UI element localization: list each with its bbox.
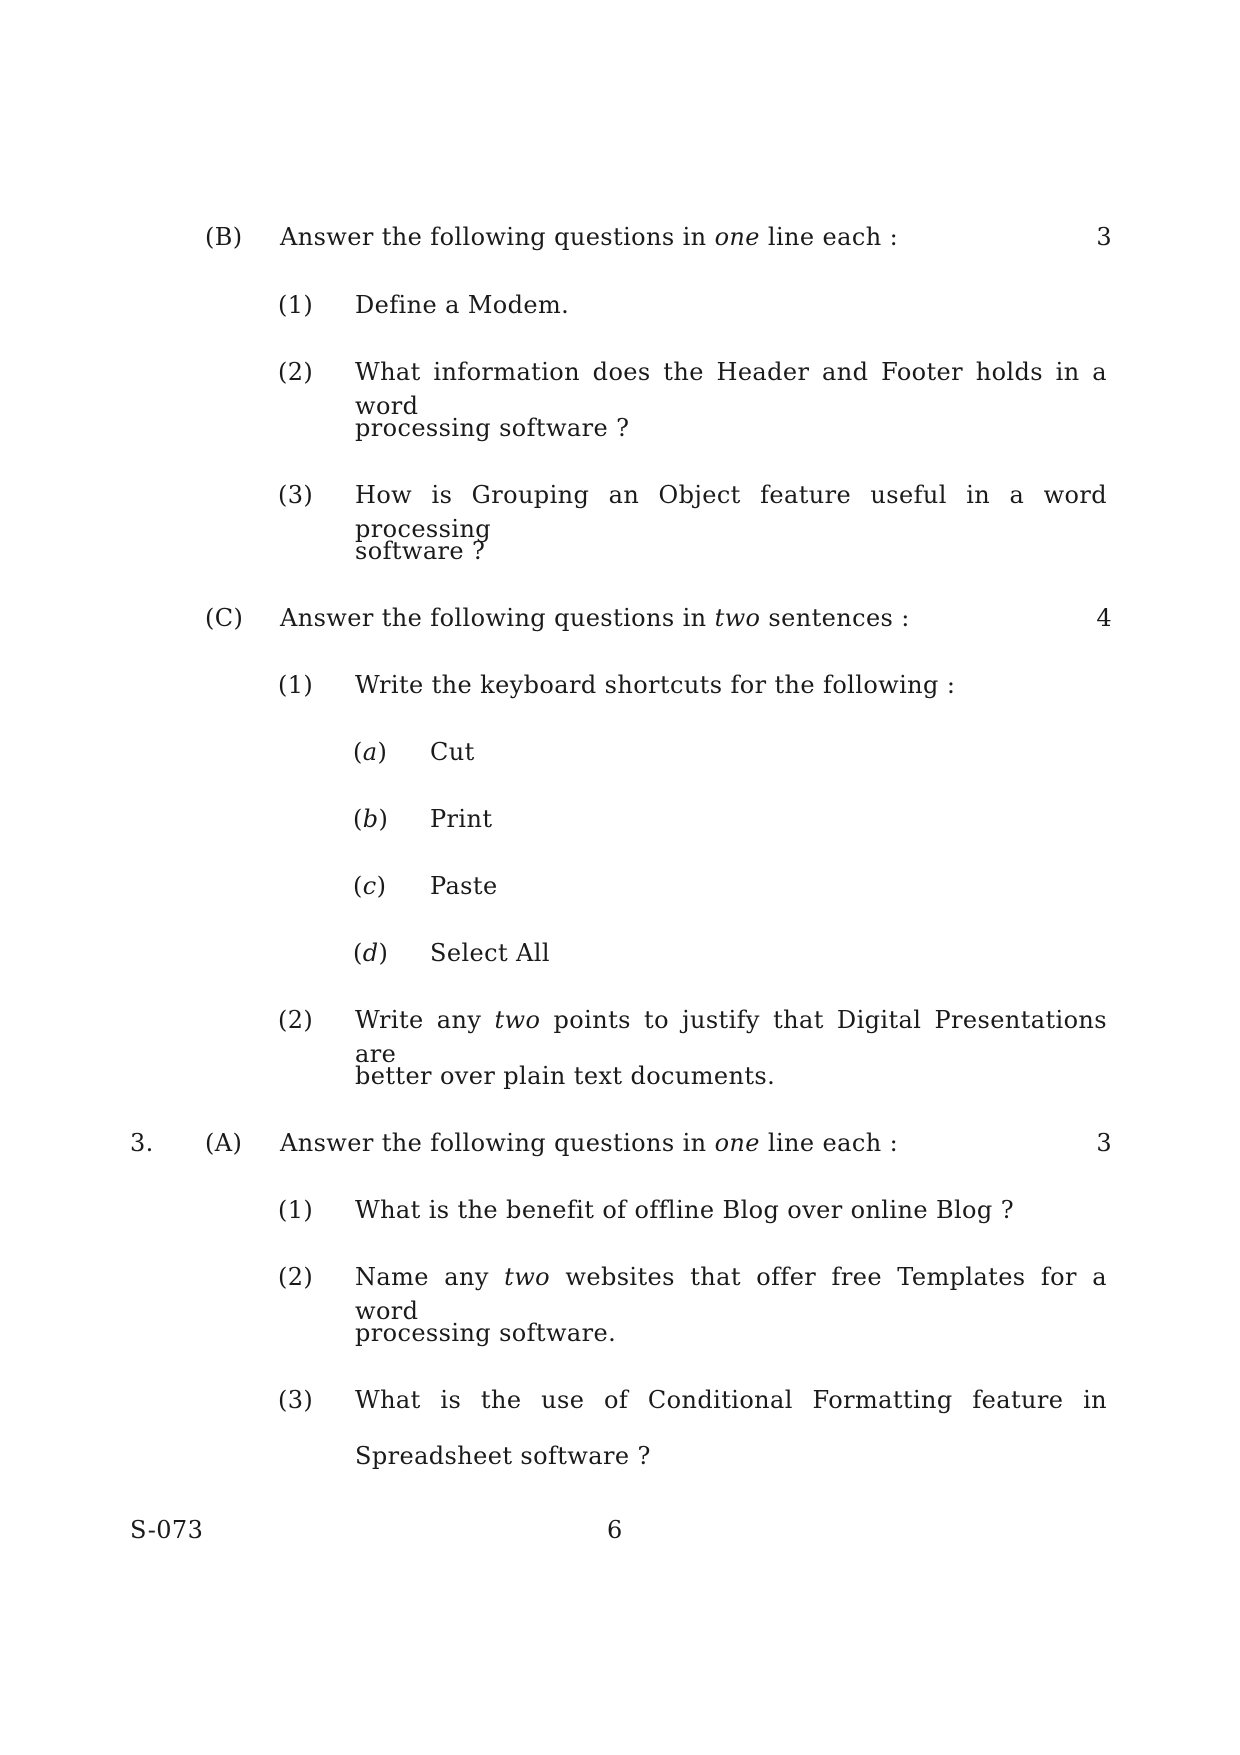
section-a-marks: 3 [1096,1129,1112,1157]
instruction-text: Answer the following questions in [280,604,715,632]
question-text-continued: Spreadsheet software ? [355,1442,651,1470]
question-number: (2) [278,1263,314,1291]
question-emphasis: two [494,1006,541,1034]
sub-item-letter: c [362,872,377,900]
question-fragment: websites that offer free Templates for a word [355,1263,1107,1325]
instruction-text: Answer the following questions in [280,1129,715,1157]
question-text: What is the benefit of offline Blog over online Blog ? [355,1196,1014,1224]
instruction-emphasis: two [714,604,761,632]
question-fragment: Name any [355,1263,505,1291]
sub-item-text: Print [430,805,493,833]
instruction-emphasis: one [714,223,760,251]
section-b-label: (B) [205,223,243,251]
question-text-continued: processing software. [355,1319,617,1347]
question-emphasis: two [504,1263,551,1291]
instruction-text: line each : [759,223,899,251]
question-text [355,1383,1107,1417]
sub-item-text: Select All [430,939,550,967]
question-number: (2) [278,1006,314,1034]
question-fragment: points to justify that Digital Presentations are [355,1006,1108,1068]
instruction-text: line each : [759,1129,899,1157]
section-a-instruction [280,1126,898,1160]
sub-item-letter: a [362,738,378,766]
question-fragment: Write any [355,1006,495,1034]
question-text [355,478,1107,543]
sub-item-letter: d [362,939,379,967]
question-number: (1) [278,291,314,319]
section-b-instruction [280,220,898,254]
question-line: How is Grouping an Object feature useful in a word processing [355,481,1107,543]
section-c-instruction [280,601,910,635]
page-number: 6 [607,1516,623,1544]
section-c-marks: 4 [1096,604,1112,632]
sub-item-label: (c) [353,872,387,900]
instruction-emphasis: one [714,1129,760,1157]
instruction-text: Answer the following questions in [280,223,715,251]
question-number: (1) [278,1196,314,1224]
sub-item-text: Cut [430,738,475,766]
question-line: What information does the Header and Footer holds in a word [355,358,1107,420]
question-text [355,1003,1108,1068]
sub-item-label: (b) [353,805,389,833]
section-a-label: (A) [205,1129,243,1157]
question-text-continued: software ? [355,537,486,565]
question-number: (1) [278,671,314,699]
question-text-continued: processing software ? [355,414,630,442]
question-3-number: 3. [130,1129,154,1157]
question-line: What is the use of Conditional Formatting feature in [355,1386,1107,1414]
question-text-continued: better over plain text documents. [355,1062,776,1090]
question-text: Define a Modem. [355,291,570,319]
sub-item-text: Paste [430,872,498,900]
sub-item-letter: b [362,805,379,833]
question-text: Write the keyboard shortcuts for the following : [355,671,956,699]
question-number: (2) [278,358,314,386]
instruction-text: sentences : [760,604,910,632]
question-number: (3) [278,1386,314,1414]
sub-item-label: (d) [353,939,389,967]
paper-code: S-073 [130,1516,204,1544]
section-b-marks: 3 [1096,223,1112,251]
question-number: (3) [278,481,314,509]
question-text [355,1260,1107,1325]
section-c-label: (C) [205,604,244,632]
sub-item-label: (a) [353,738,388,766]
question-text [355,355,1107,420]
